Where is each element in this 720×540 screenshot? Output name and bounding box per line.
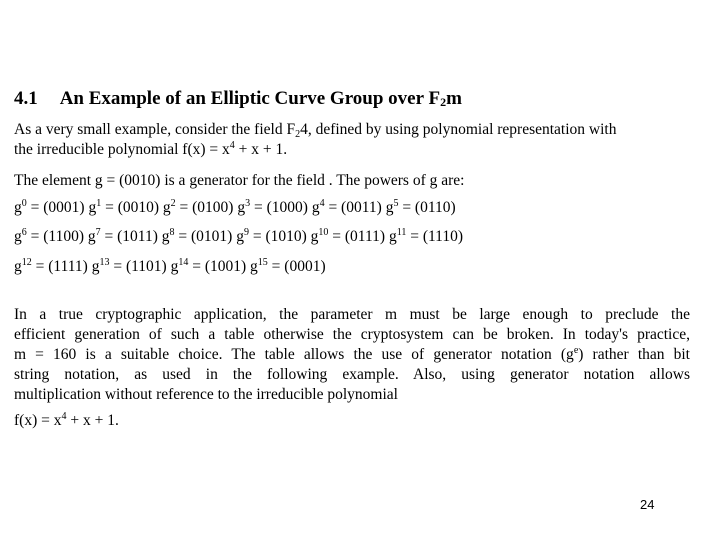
power-value: = (1100) [26, 228, 88, 245]
crypto-line-3 [14, 345, 690, 365]
power-base: g [237, 199, 246, 216]
power-base: g [14, 199, 22, 216]
power-value: = (0110) [398, 199, 456, 216]
power-base: g [14, 258, 22, 275]
section-number: 4.1 [14, 88, 38, 109]
power-base: g [170, 258, 179, 275]
section-title-suffix: m [446, 88, 462, 109]
crypto-line-4: string notation, as used in the following example. Also, using generator notation allows [14, 366, 690, 383]
power-value: = (0111) [328, 228, 389, 245]
power-exponent: 10 [318, 227, 329, 238]
section-title [60, 88, 462, 109]
intro-line-1-text: As a very small example, consider the field F [14, 121, 296, 138]
crypto-line-3-rest: ) rather than bit [578, 346, 690, 363]
polynomial-text: f(x) = x [14, 412, 62, 429]
power-exponent: 7 [95, 227, 101, 238]
intro-line-1 [14, 120, 616, 140]
generator-text: The element g = (0010) is a generator for the field . The powers of g are: [14, 172, 465, 189]
polynomial-exponent: 4 [61, 411, 67, 422]
power-exponent: 4 [319, 198, 325, 209]
power-base: g [310, 228, 319, 245]
power-base: g [250, 258, 258, 275]
power-exponent: 0 [21, 198, 27, 209]
crypto-line-2: efficient generation of such a table otherwise the cryptosystem can be broken. In today's practice, [14, 326, 690, 343]
power-value: = (1011) [100, 228, 162, 245]
powers-row-2 [14, 227, 463, 247]
power-exponent: 11 [396, 227, 407, 238]
powers-row-1 [14, 198, 456, 218]
power-exponent: 14 [178, 257, 189, 268]
power-value: = (0001) [26, 199, 89, 216]
power-value: = (1001) [188, 258, 251, 275]
section-title-subscript: 2 [440, 95, 447, 109]
power-value: = (1110) [406, 228, 464, 245]
intro-exponent: 4 [229, 140, 235, 151]
power-base: g [311, 199, 320, 216]
power-base: g [87, 228, 96, 245]
power-exponent: 9 [243, 227, 249, 238]
section-title-text: An Example of an Elliptic Curve Group over F [59, 88, 441, 109]
crypto-line-5: multiplication without reference to the irreducible polynomial [14, 386, 398, 403]
power-base: g [91, 258, 100, 275]
power-value: = (1000) [250, 199, 312, 216]
section-heading [14, 88, 462, 110]
intro-line-1-rest: 4, defined by using polynomial representation with [300, 121, 617, 138]
powers-row-3 [14, 257, 326, 277]
power-base: g [88, 199, 97, 216]
power-exponent: 1 [96, 198, 102, 209]
power-exponent: 8 [169, 227, 175, 238]
power-base: g [161, 228, 170, 245]
power-value: = (0010) [101, 199, 163, 216]
intro-line-2-rest: + x + 1. [234, 141, 288, 158]
crypto-exponent: e [573, 345, 579, 356]
power-exponent: 13 [99, 257, 110, 268]
crypto-line-3-text: m = 160 is a suitable choice. The table allows the use of generator notation (g [14, 346, 574, 363]
power-exponent: 3 [245, 198, 251, 209]
intro-line-2-text: the irreducible polynomial f(x) = x [14, 141, 230, 158]
power-value: = (0101) [174, 228, 237, 245]
page-number: 24 [640, 497, 655, 512]
power-base: g [388, 228, 397, 245]
polynomial-line [14, 411, 119, 431]
power-value: = (0011) [324, 199, 386, 216]
intro-line-2 [14, 140, 287, 160]
power-base: g [162, 199, 171, 216]
power-exponent: 2 [170, 198, 176, 209]
power-base: g [385, 199, 394, 216]
power-exponent: 5 [393, 198, 399, 209]
power-exponent: 15 [257, 257, 268, 268]
power-value: = (1111) [31, 258, 92, 275]
power-value: = (1010) [248, 228, 311, 245]
power-value: = (0001) [267, 258, 326, 275]
power-exponent: 6 [21, 227, 27, 238]
crypto-line-1: In a true cryptographic application, the parameter m must be large enough to preclude the [14, 306, 690, 323]
power-value: = (1101) [109, 258, 171, 275]
crypto-paragraph [14, 305, 690, 405]
power-base: g [14, 228, 22, 245]
power-base: g [236, 228, 244, 245]
intro-field-subscript: 2 [295, 129, 301, 140]
power-value: = (0100) [175, 199, 238, 216]
power-exponent: 12 [21, 257, 32, 268]
polynomial-rest: + x + 1. [66, 412, 119, 429]
